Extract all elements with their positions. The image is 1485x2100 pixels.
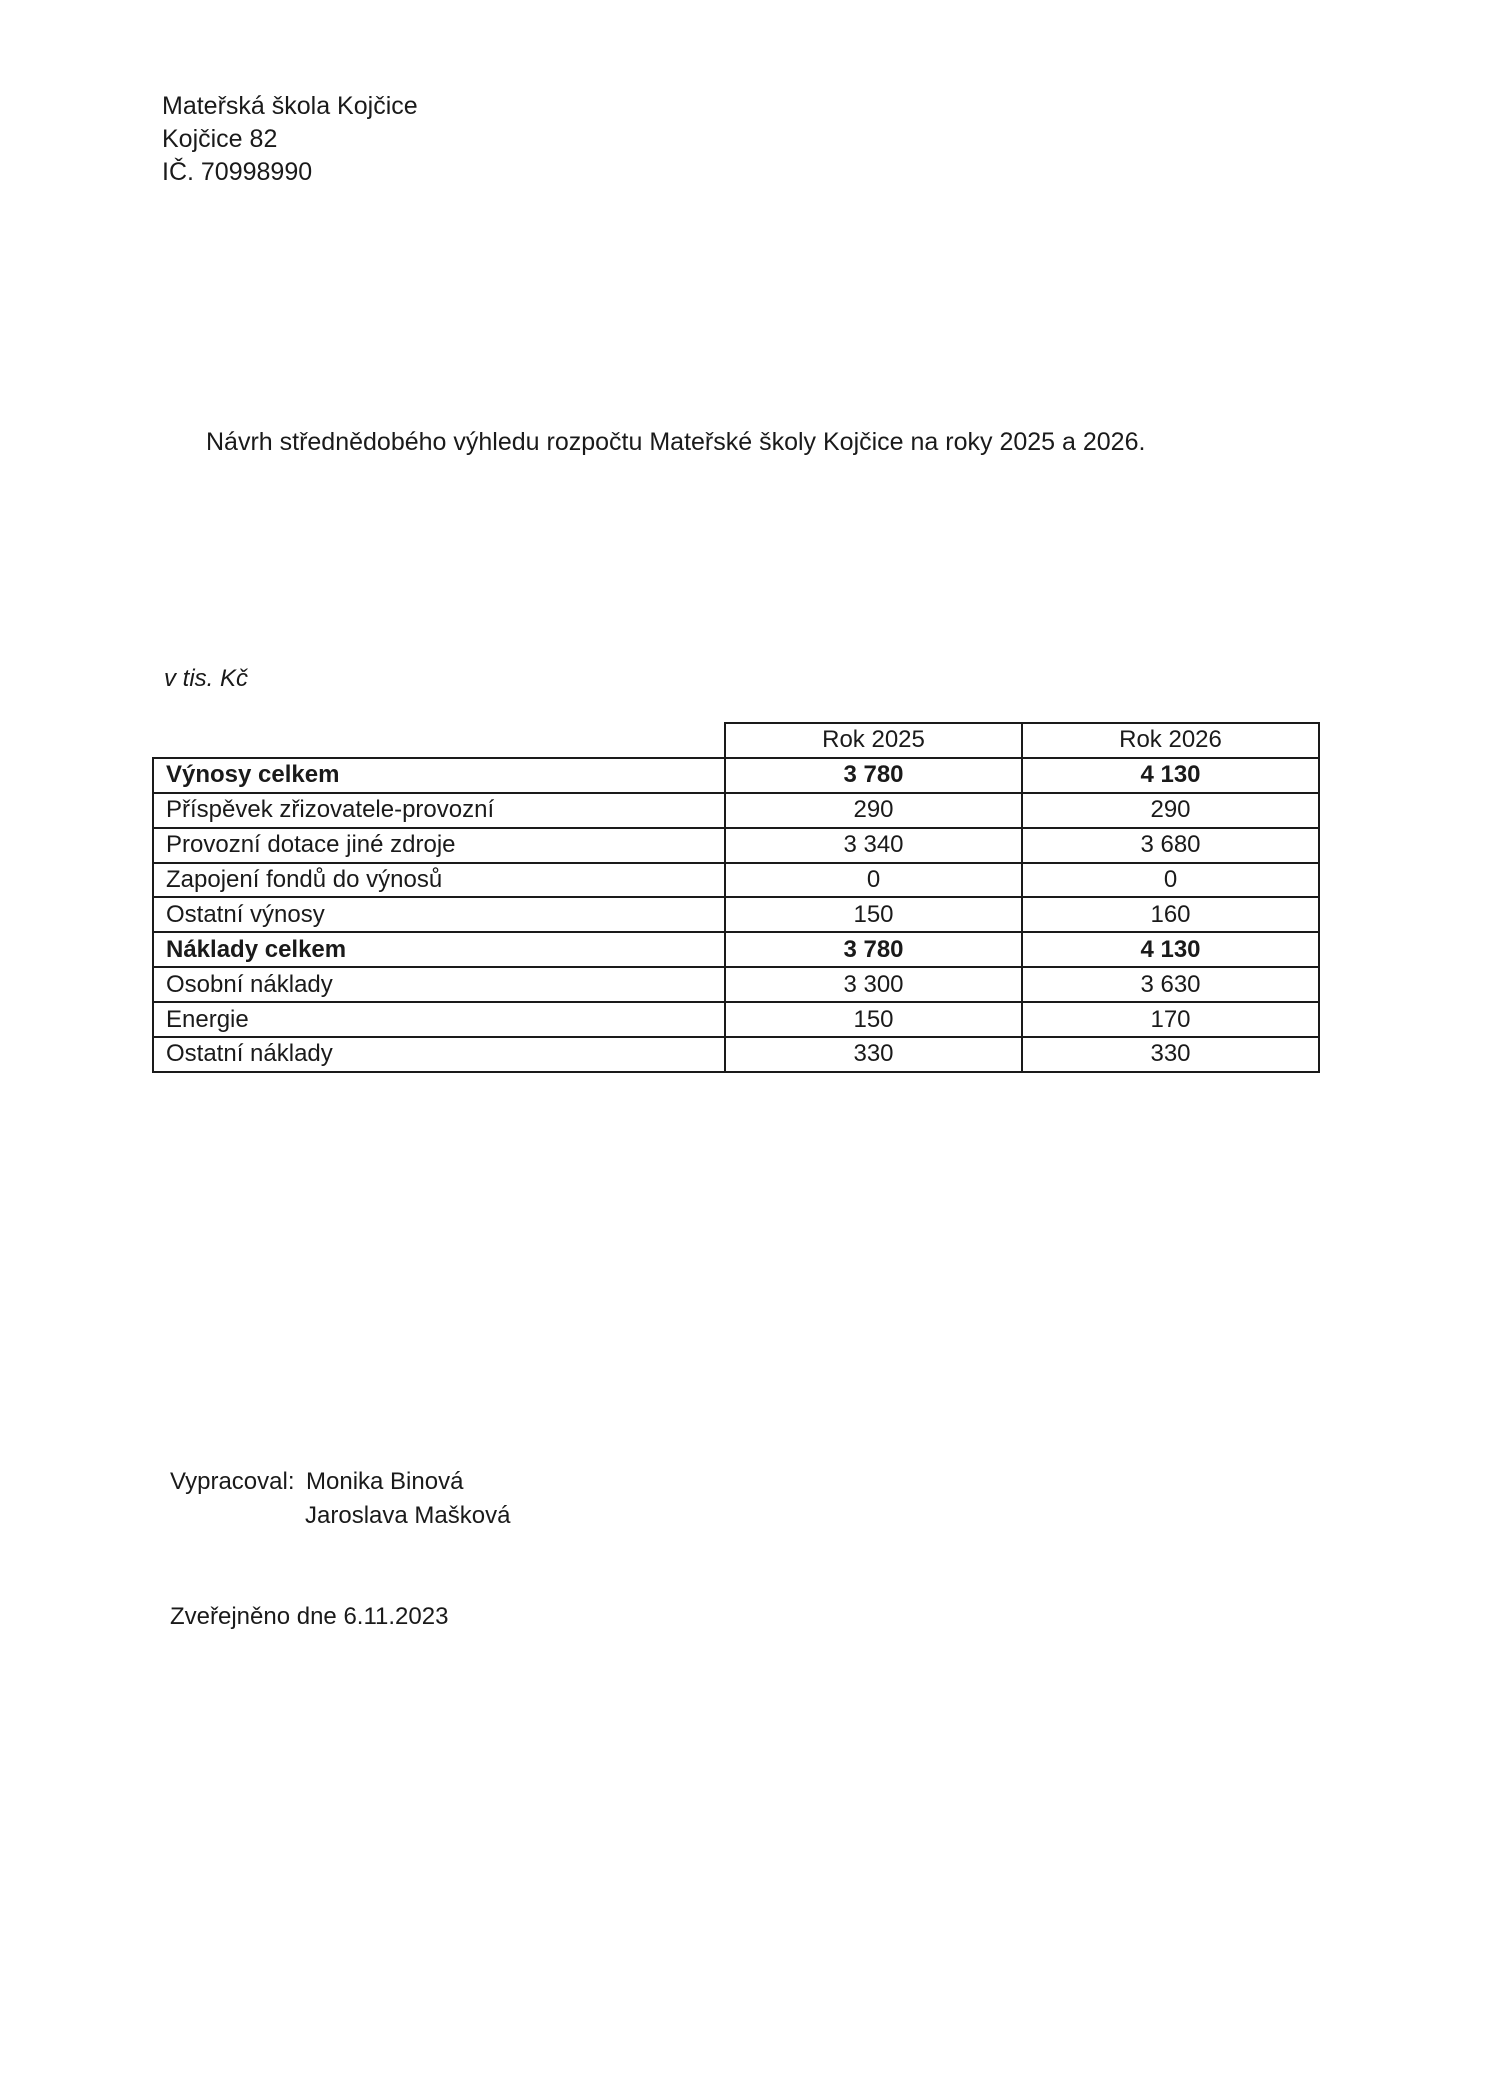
- school-name: Mateřská škola Kojčice: [162, 92, 418, 120]
- row-value-2026: 3 630: [1022, 967, 1319, 1002]
- table-row: [153, 828, 1319, 863]
- row-value-2026: 0: [1022, 863, 1319, 898]
- row-value-2026: 3 680: [1022, 828, 1319, 863]
- row-value-2025: 150: [725, 897, 1022, 932]
- column-header-2025: Rok 2025: [725, 723, 1022, 758]
- row-value-2025: 0: [725, 863, 1022, 898]
- row-label: Ostatní výnosy: [153, 897, 725, 932]
- column-header-2026: Rok 2026: [1022, 723, 1319, 758]
- row-label: Náklady celkem: [153, 932, 725, 967]
- row-value-2026: 4 130: [1022, 758, 1319, 793]
- row-value-2026: 330: [1022, 1037, 1319, 1072]
- school-address: Kojčice 82: [162, 125, 278, 153]
- unit-note: v tis. Kč: [164, 665, 249, 692]
- row-label: Osobní náklady: [153, 967, 725, 1002]
- row-value-2026: 160: [1022, 897, 1319, 932]
- row-label: Energie: [153, 1002, 725, 1037]
- row-value-2025: 3 780: [725, 758, 1022, 793]
- row-value-2025: 330: [725, 1037, 1022, 1072]
- table-header-row: [153, 723, 1319, 758]
- table-header-empty: [153, 723, 725, 758]
- row-value-2025: 3 300: [725, 967, 1022, 1002]
- budget-table: [152, 722, 1320, 1073]
- row-label: Ostatní náklady: [153, 1037, 725, 1072]
- table-row: [153, 793, 1319, 828]
- row-value-2025: 290: [725, 793, 1022, 828]
- row-label: Příspěvek zřizovatele-provozní: [153, 793, 725, 828]
- prepared-by-name-2: Jaroslava Mašková: [305, 1502, 511, 1529]
- table-row: [153, 932, 1319, 967]
- table-row: [153, 967, 1319, 1002]
- row-value-2025: 3 340: [725, 828, 1022, 863]
- row-value-2025: 3 780: [725, 932, 1022, 967]
- table-row: [153, 1002, 1319, 1037]
- row-value-2026: 170: [1022, 1002, 1319, 1037]
- row-label: Zapojení fondů do výnosů: [153, 863, 725, 898]
- prepared-by-name-1: Monika Binová: [306, 1468, 464, 1495]
- document-title: Návrh střednědobého výhledu rozpočtu Mateřské školy Kojčice na roky 2025 a 2026.: [206, 428, 1146, 456]
- row-value-2026: 4 130: [1022, 932, 1319, 967]
- school-ico: IČ. 70998990: [162, 158, 313, 186]
- table-row: [153, 758, 1319, 793]
- table-row: [153, 1037, 1319, 1072]
- table-row: [153, 863, 1319, 898]
- row-value-2025: 150: [725, 1002, 1022, 1037]
- prepared-by-label: Vypracoval:: [170, 1468, 295, 1495]
- published-date: Zveřejněno dne 6.11.2023: [170, 1603, 449, 1630]
- row-label: Výnosy celkem: [153, 758, 725, 793]
- table-row: [153, 897, 1319, 932]
- row-label: Provozní dotace jiné zdroje: [153, 828, 725, 863]
- row-value-2026: 290: [1022, 793, 1319, 828]
